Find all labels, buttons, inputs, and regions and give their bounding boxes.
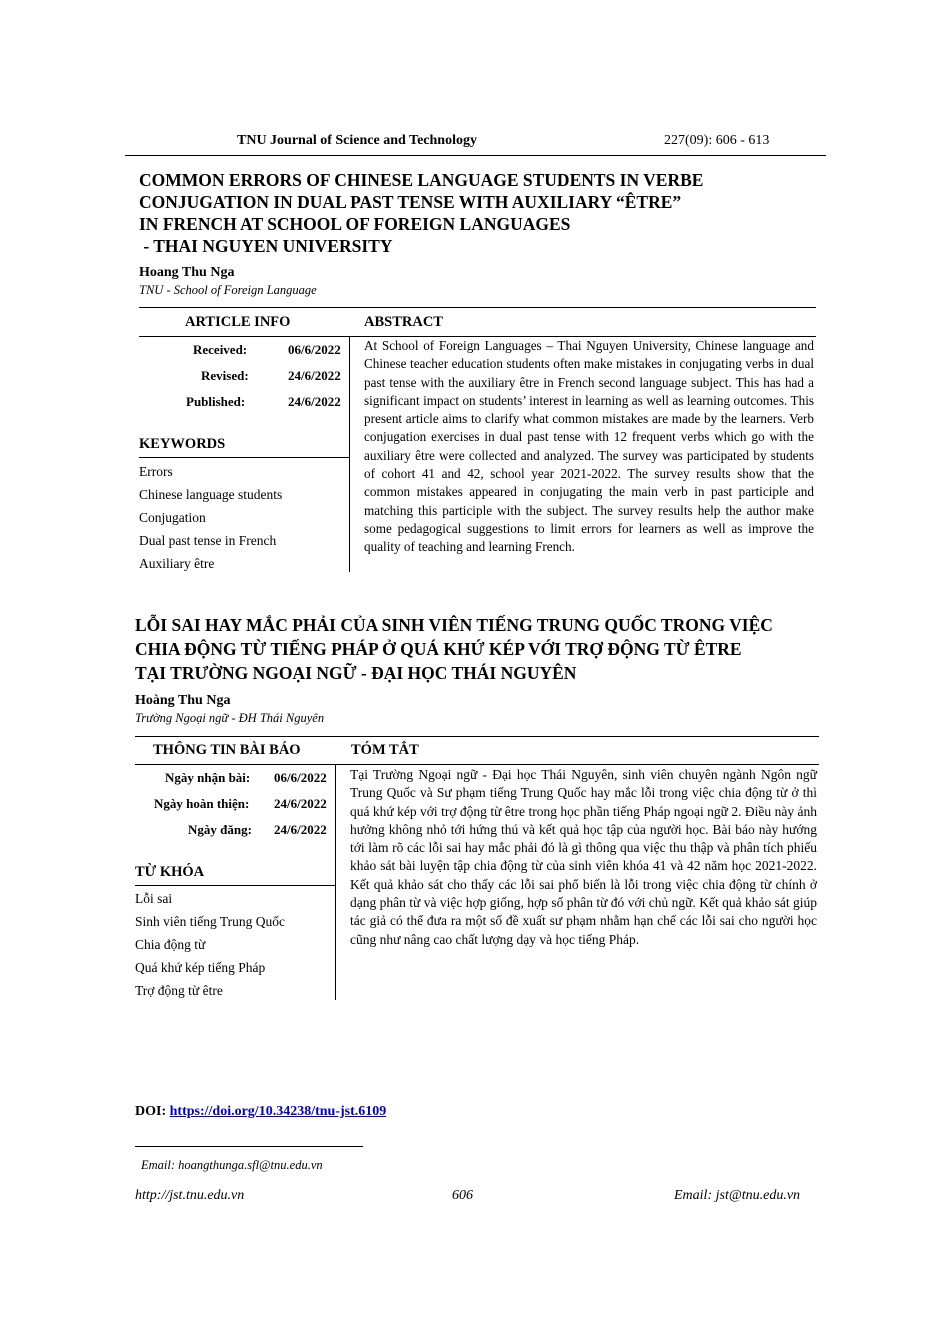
vietnamese-keywords-rule <box>135 885 335 886</box>
vietnamese-abstract-heading: TÓM TẮT <box>351 742 419 758</box>
vietnamese-keyword: Lỗi sai <box>135 891 173 906</box>
vietnamese-top-rule <box>135 736 819 737</box>
english-title <box>139 169 703 257</box>
english-abstract-heading: ABSTRACT <box>364 314 443 330</box>
english-article-info-heading: ARTICLE INFO <box>185 314 291 330</box>
english-keyword: Conjugation <box>139 510 206 525</box>
vietnamese-keyword: Chia động từ <box>135 937 206 952</box>
journal-name: TNU Journal of Science and Technology <box>237 133 477 148</box>
vietnamese-heading-rule <box>135 764 819 765</box>
english-date-value: 24/6/2022 <box>288 368 341 383</box>
footnote-rule <box>135 1146 363 1147</box>
english-keyword: Dual past tense in French <box>139 533 277 548</box>
vietnamese-date-label: Ngày hoàn thiện: <box>154 796 250 811</box>
volume-pages: 227(09): 606 - 613 <box>664 133 770 148</box>
english-title-line: COMMON ERRORS OF CHINESE LANGUAGE STUDENTS IN VERBE <box>139 170 704 190</box>
vietnamese-date-label: Ngày đăng: <box>188 822 252 837</box>
english-keyword: Errors <box>139 464 173 479</box>
doi-link[interactable]: https://doi.org/10.34238/tnu-jst.6109 <box>169 1104 387 1119</box>
english-keyword: Auxiliary être <box>139 556 215 571</box>
vietnamese-date-value: 24/6/2022 <box>274 796 327 811</box>
english-keywords-rule <box>139 457 349 458</box>
vietnamese-date-value: 06/6/2022 <box>274 770 327 785</box>
vietnamese-column-divider <box>335 764 336 1000</box>
vietnamese-abstract-text: Tại Trường Ngoại ngữ - Đại học Thái Nguyên, sinh viên chuyên ngành Ngôn ngữ Trung Quốc và Sư phạm tiếng Trung Quốc hay mắc lỗi trong việc chia động từ ở thì quá khứ kép với trợ động từ être trong học phần tiếng Pháp ngoại ngữ 2. Điều này ảnh hưởng không nhỏ tới hứng thú và kết quả học tập của người học. Bài báo này hướng tới làm rõ các lỗi sai hay mắc phải đó là gì thông qua việc thu thập và phân tích phiếu khảo sát bài luyện tập chia động từ của sinh viên khóa 41 và 42 năm học 2021-2022. Kết quả khảo sát cho thấy các lỗi sai phổ biến là lỗi trong việc chia động từ chính ở dạng phân từ và việc hợp giống, hợp số phân từ đó với chủ ngữ. Kết quả khảo sát giúp tác giả có thể đưa ra một số đề xuất sư phạm nhằm hạn chế các lỗi sai cho người học cũng như nâng cao chất lượng dạy và học tiếng Pháp. <box>350 767 817 947</box>
english-date-label: Published: <box>186 394 246 409</box>
vietnamese-date-label: Ngày nhận bài: <box>165 770 251 785</box>
english-affiliation: TNU - School of Foreign Language <box>139 283 317 297</box>
vietnamese-article-info-heading: THÔNG TIN BÀI BÁO <box>153 742 301 758</box>
vietnamese-keywords-heading: TỪ KHÓA <box>135 864 205 880</box>
vietnamese-keyword: Trợ động từ être <box>135 983 223 998</box>
vietnamese-affiliation: Trường Ngoại ngữ - ĐH Thái Nguyên <box>135 711 325 725</box>
header-rule <box>125 155 826 156</box>
english-keyword: Chinese language students <box>139 487 283 502</box>
vietnamese-title-line: TẠI TRƯỜNG NGOẠI NGỮ - ĐẠI HỌC THÁI NGUYÊN <box>135 663 577 683</box>
english-author: Hoang Thu Nga <box>139 265 235 280</box>
doi-label: DOI: <box>135 1104 170 1119</box>
english-keywords-heading: KEYWORDS <box>139 436 226 452</box>
english-date-value: 24/6/2022 <box>288 394 341 409</box>
footer-website: http://jst.tnu.edu.vn <box>135 1188 245 1203</box>
english-title-line: CONJUGATION IN DUAL PAST TENSE WITH AUXILIARY “ÊTRE” <box>139 192 682 212</box>
footer-email: Email: jst@tnu.edu.vn <box>674 1188 801 1203</box>
english-column-divider <box>349 336 350 572</box>
page-number: 606 <box>452 1188 473 1203</box>
english-abstract-text: At School of Foreign Languages – Thai Nguyen University, Chinese language and Chinese teacher education students often make mistakes in conjugating verbs in dual past tense with the auxiliary être in French second language subject. This has had a significant impact on students’ interest in learning as well as learning outcomes. This present article aims to clarify what common mistakes are made by the learners. Verb conjugation exercises in dual past tense with 12 frequent verbs which go with the auxiliary être were collected and analyzed. The survey was participated by students of cohort 41 and 42, school year 2021-2022. The survey results show that the common mistakes appeared in conjugating the main verb in past participle and matching this participle with the subject. The survey results help the author make some pedagogical suggestions to limit errors for learners as well as improve the quality of teaching and learning French. <box>364 338 814 555</box>
vietnamese-title <box>135 613 773 685</box>
vietnamese-title-line: LỖI SAI HAY MẮC PHẢI CỦA SINH VIÊN TIẾNG TRUNG QUỐC TRONG VIỆC <box>135 615 773 635</box>
english-date-value: 06/6/2022 <box>288 342 341 357</box>
english-top-rule <box>139 307 816 308</box>
english-title-line: - THAI NGUYEN UNIVERSITY <box>139 236 393 256</box>
author-email: Email: hoangthunga.sfl@tnu.edu.vn <box>141 1158 323 1172</box>
vietnamese-date-value: 24/6/2022 <box>274 822 327 837</box>
vietnamese-keyword: Sinh viên tiếng Trung Quốc <box>135 914 286 929</box>
vietnamese-title-line: CHIA ĐỘNG TỪ TIẾNG PHÁP Ở QUÁ KHỨ KÉP VỚI TRỢ ĐỘNG TỪ ÊTRE <box>135 639 742 659</box>
vietnamese-keyword: Quá khứ kép tiếng Pháp <box>135 960 266 975</box>
english-date-label: Revised: <box>201 368 249 383</box>
doi-line <box>135 1104 386 1120</box>
english-title-line: IN FRENCH AT SCHOOL OF FOREIGN LANGUAGES <box>139 214 571 234</box>
vietnamese-author: Hoàng Thu Nga <box>135 693 231 708</box>
english-date-label: Received: <box>193 342 248 357</box>
